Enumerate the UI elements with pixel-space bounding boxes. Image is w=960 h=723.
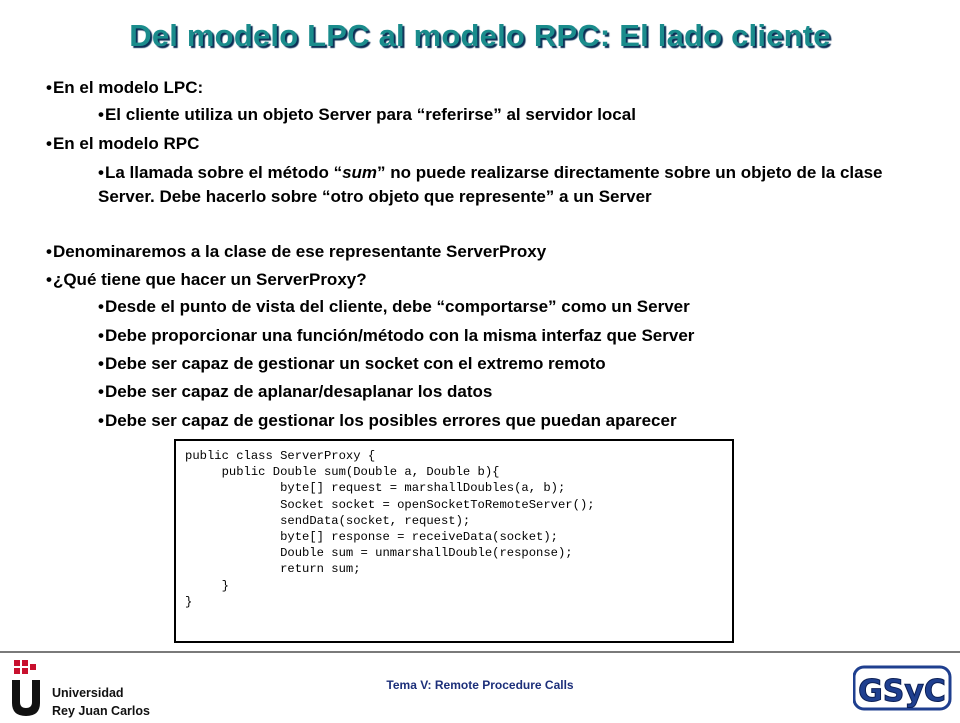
bullet-item: •Debe ser capaz de gestionar un socket con el extremo remoto <box>98 354 606 373</box>
bullet-item: •La llamada sobre el método “sum” no puede realizarse directamente sobre un objeto de la clase Server. Debe hacerlo sobre “otro objeto que represente” a un Server <box>98 163 883 206</box>
code-line: byte[] response = receiveData(socket); <box>185 530 558 545</box>
gsyc-logo-icon <box>853 664 953 719</box>
bullet-item: •Denominaremos a la clase de ese representante ServerProxy <box>46 242 547 261</box>
code-line: Socket socket = openSocketToRemoteServer(); <box>185 497 595 512</box>
code-block <box>174 439 734 643</box>
footer-title: Tema V: Remote Procedure Calls <box>386 678 574 692</box>
code-line: Double sum = unmarshallDouble(response); <box>185 546 573 561</box>
code-line: } <box>185 594 193 609</box>
code-line: sendData(socket, request); <box>185 513 471 528</box>
code-line: public Double sum(Double a, Double b){ <box>185 465 500 480</box>
university-name: Universidad Rey Juan Carlos <box>52 686 150 718</box>
code-line: return sum; <box>185 562 361 577</box>
bullet-item: •Debe proporcionar una función/método con la misma interfaz que Server <box>98 326 695 345</box>
code-line: } <box>185 578 229 593</box>
code-line: public class ServerProxy { <box>185 449 376 463</box>
bullet-item: •En el modelo LPC: <box>46 78 204 97</box>
footer-divider <box>0 651 960 653</box>
bullet-item: •El cliente utiliza un objeto Server para “referirse” al servidor local <box>98 105 636 124</box>
bullet-item: •Desde el punto de vista del cliente, debe “comportarse” como un Server <box>98 297 690 316</box>
bullet-item: •En el modelo RPC <box>46 134 200 153</box>
bullet-item: •¿Qué tiene que hacer un ServerProxy? <box>46 270 367 289</box>
bullet-item: •Debe ser capaz de aplanar/desaplanar los datos <box>98 382 493 401</box>
svg-text:GSyC: GSyC <box>858 674 946 709</box>
slide-title: Del modelo LPC al modelo RPC: El lado cliente <box>129 18 831 53</box>
bullet-item: •Debe ser capaz de gestionar los posibles errores que puedan aparecer <box>98 411 677 430</box>
code-line: byte[] request = marshallDoubles(a, b); <box>185 481 566 496</box>
